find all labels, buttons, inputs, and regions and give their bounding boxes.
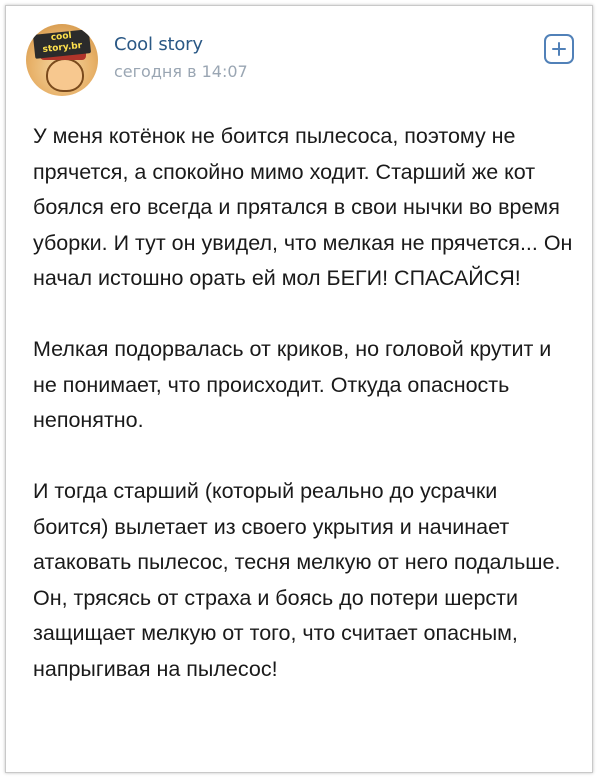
add-button[interactable] [544,34,574,64]
author-name[interactable]: Cool story [114,34,203,55]
post-paragraph: И тогда старший (который реально до усрачки боится) вылетает из своего укрытия и начинает атаковать пылесос, тесня мелкую от него подальше. Он, трясясь от страха и боясь до потери шерсти защищает мелкую от того, что считает опасным, напрыгивая на пылесос! [33,479,561,681]
avatar[interactable] [26,24,98,96]
post-body [33,119,578,687]
plus-icon [552,42,566,56]
post-timestamp[interactable]: сегодня в 14:07 [114,62,248,81]
post-paragraph: У меня котёнок не боится пылесоса, поэтому не прячется, а спокойно мимо ходит. Старший же кот боялся его всегда и прятался в свои нычки во время уборки. И тут он увидел, что мелкая не прячется... Он начал истошно орать ей мол БЕГИ! СПАСАЙСЯ! [33,124,573,290]
post-header [26,24,574,98]
avatar-logo: cool story.br [33,29,91,59]
post-card [5,5,593,773]
post-paragraph: Мелкая подорвалась от криков, но головой крутит и не понимает, что происходит. Откуда опасность непонятно. [33,337,552,432]
avatar-face-icon [46,58,84,92]
